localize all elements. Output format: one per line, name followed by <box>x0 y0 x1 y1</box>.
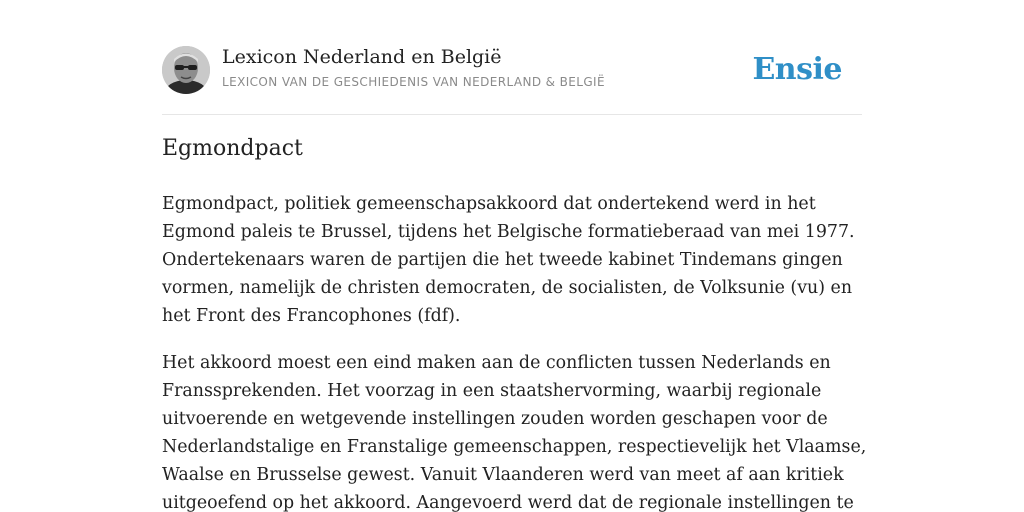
paragraph-line: Egmondpact, politiek gemeenschapsakkoord dat ondertekend werd in het <box>162 194 816 214</box>
paragraph-line: uitvoerende en wetgevende instellingen zouden worden geschapen voor de <box>162 409 828 429</box>
paragraph-1 <box>162 190 862 330</box>
paragraph-line: Ondertekenaars waren de partijen die het tweede kabinet Tindemans gingen <box>162 250 843 270</box>
paragraph-line: Egmond paleis te Brussel, tijdens het Belgische formatieberaad van mei 1977. <box>162 222 855 242</box>
paragraph-line: het Front des Francophones (fdf). <box>162 306 461 326</box>
article-body <box>162 190 867 512</box>
paragraph-line: Franssprekenden. Het voorzag in een staatshervorming, waarbij regionale <box>162 381 822 401</box>
paragraph-line: Nederlandstalige en Franstalige gemeenschappen, respectievelijk het Vlaamse, <box>162 437 867 457</box>
paragraph-2 <box>162 349 867 512</box>
article-title: Egmondpact <box>162 136 303 161</box>
ensie-logo-link[interactable]: Ensie <box>752 52 842 87</box>
paragraph-line: uitgeoefend op het akkoord. Aangevoerd werd dat de regionale instellingen te <box>162 493 854 512</box>
paragraph-line: vormen, namelijk de christen democraten, de socialisten, de Volksunie (vu) en <box>162 278 853 298</box>
site-subtitle: LEXICON VAN DE GESCHIEDENIS VAN NEDERLAND & BELGIË <box>222 75 605 89</box>
paragraph-line: Het akkoord moest een eind maken aan de conflicten tussen Nederlands en <box>162 353 831 373</box>
paragraph-line: Waalse en Brusselse gewest. Vanuit Vlaanderen werd van meet af aan kritiek <box>162 465 844 485</box>
author-avatar[interactable] <box>162 46 210 94</box>
site-header <box>162 46 862 115</box>
avatar-portrait-icon <box>162 46 210 94</box>
site-name[interactable]: Lexicon Nederland en België <box>222 46 502 68</box>
